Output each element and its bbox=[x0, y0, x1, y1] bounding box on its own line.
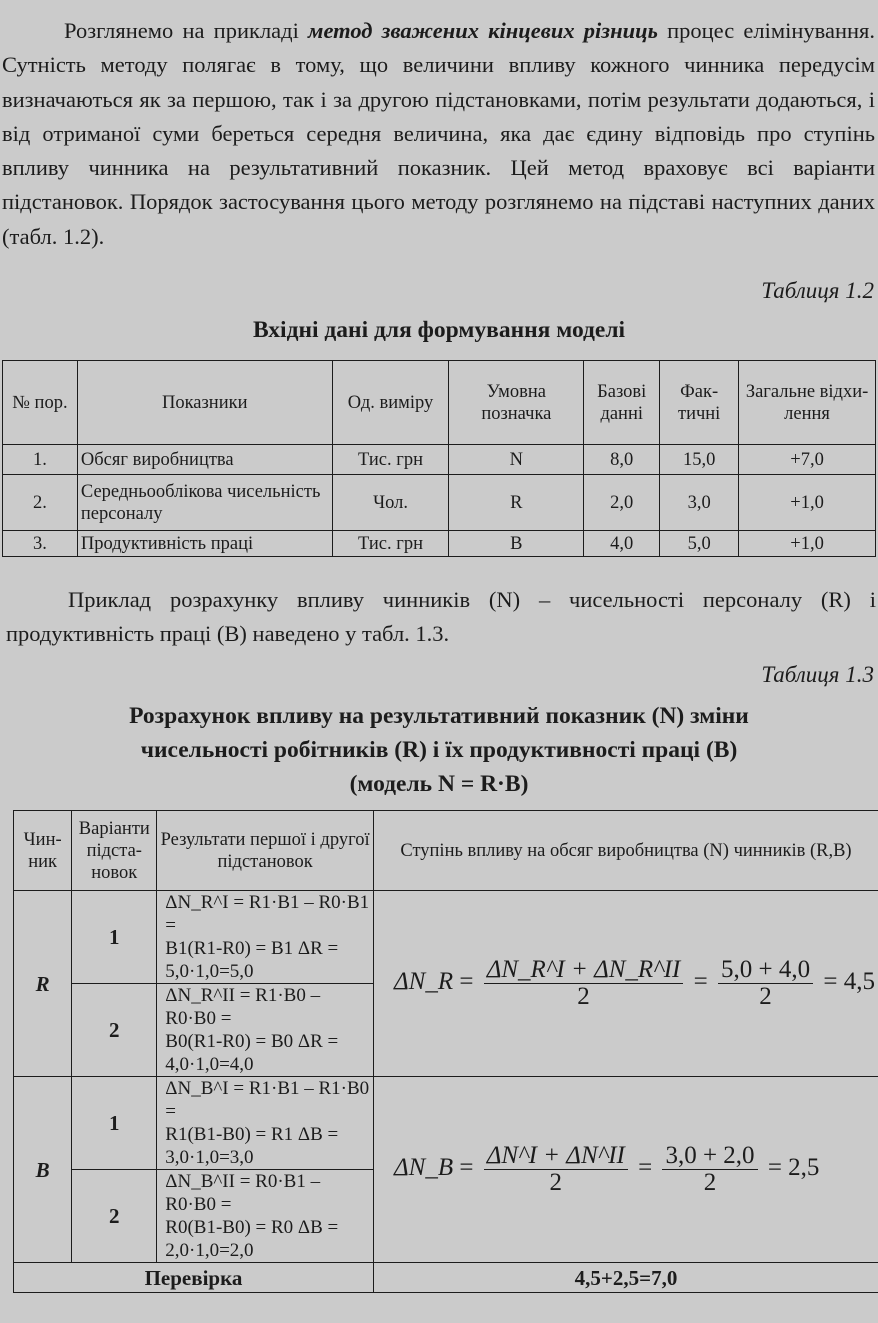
check-row bbox=[14, 1263, 878, 1293]
header-cell: Фак-тичні bbox=[660, 361, 739, 445]
header-cell: Умовна позначка bbox=[449, 361, 584, 445]
table2-header-row bbox=[14, 811, 878, 891]
variant-number: 2 bbox=[72, 1170, 157, 1263]
cell: B bbox=[449, 531, 584, 557]
check-value: 4,5+2,5=7,0 bbox=[373, 1263, 878, 1293]
cell: +1,0 bbox=[739, 531, 876, 557]
cell: 3,0 bbox=[660, 475, 739, 531]
table-row bbox=[14, 891, 878, 984]
table-row bbox=[3, 475, 876, 531]
header-cell: Загальне відхи-лення bbox=[739, 361, 876, 445]
header-cell: Результати першої і другої підстановок bbox=[157, 811, 374, 891]
b-influence-formula: ΔN_B = $\frac{\Delta N\^{}I + \Delta N\^{}II}{2}$ = $\frac{3,0 + 2,0}{2}$ = 2,5 bbox=[373, 1077, 878, 1263]
table2-title-line: чисельності робітників (R) і їх продуктивності праці (В) bbox=[140, 737, 738, 763]
header-cell: Ступінь впливу на обсяг виробництва (N) чинників (R,B) bbox=[373, 811, 878, 891]
table1-title: Вхідні дані для формування моделі bbox=[252, 317, 626, 343]
cell: Чол. bbox=[332, 475, 449, 531]
cell: 4,0 bbox=[584, 531, 660, 557]
substitution-result: ΔN_R^I = R1·B1 – R0·B1 = B1(R1-R0) = B1 ΔR = 5,0·1,0=5,0 bbox=[157, 891, 374, 984]
cell: 15,0 bbox=[660, 445, 739, 475]
variant-number: 2 bbox=[72, 984, 157, 1077]
input-data-table bbox=[2, 360, 876, 557]
table2-title-line: Розрахунок впливу на результативний показник (N) зміни bbox=[129, 703, 749, 729]
cell: +1,0 bbox=[739, 475, 876, 531]
variant-number: 1 bbox=[72, 891, 157, 984]
r-influence-formula: ΔN_R = $\frac{\Delta N\_R\^{}I + \Delta N\_R\^{}II}{2}$ = $\frac{5,0 + 4,0}{2}$ = 4,5 bbox=[373, 891, 878, 1077]
cell: Продуктивність праці bbox=[77, 531, 332, 557]
variant-number: 1 bbox=[72, 1077, 157, 1170]
cell: N bbox=[449, 445, 584, 475]
factor-b: B bbox=[14, 1077, 72, 1263]
cell: 3. bbox=[3, 531, 78, 557]
cell: R bbox=[449, 475, 584, 531]
substitution-result: ΔN_R^II = R1·B0 – R0·B0 = B0(R1-R0) = B0 ΔR = 4,0·1,0=4,0 bbox=[157, 984, 374, 1077]
substitution-result: ΔN_B^I = R1·B1 – R1·B0 = R1(B1-B0) = R1 ΔB = 3,0·1,0=3,0 bbox=[157, 1077, 374, 1170]
cell: Тис. грн bbox=[332, 445, 449, 475]
cell: +7,0 bbox=[739, 445, 876, 475]
table2-caption: Таблиця 1.3 bbox=[761, 662, 874, 687]
table-row bbox=[3, 445, 876, 475]
cell: 1. bbox=[3, 445, 78, 475]
factor-influence-table bbox=[13, 810, 878, 1293]
cell: 5,0 bbox=[660, 531, 739, 557]
method-name: метод зважених кінцевих різниць bbox=[308, 18, 658, 43]
table-row bbox=[14, 1077, 878, 1170]
header-cell: Показники bbox=[77, 361, 332, 445]
factor-r: R bbox=[14, 891, 72, 1077]
cell: 2,0 bbox=[584, 475, 660, 531]
cell: 2. bbox=[3, 475, 78, 531]
header-cell: Чин-ник bbox=[14, 811, 72, 891]
table1-header-row bbox=[3, 361, 876, 445]
header-cell: Од. виміру bbox=[332, 361, 449, 445]
header-cell: Варіанти підста-новок bbox=[72, 811, 157, 891]
cell: Середньооблікова чисельність персоналу bbox=[77, 475, 332, 531]
table-row bbox=[3, 531, 876, 557]
cell: Обсяг виробництва bbox=[77, 445, 332, 475]
table1-caption: Таблиця 1.2 bbox=[761, 278, 874, 303]
intro-paragraph: Розглянемо на прикладі метод зважених кінцевих різниць процес елімінування. Сутність методу полягає в тому, що величини впливу кожного чинника передусім визначаються як за першою, так і за другою підстановками, потім результати додаються, і від отриманої суми береться середня величина, яка дає єдину відповідь про ступінь впливу чинника на результативний показник. Цей метод враховує всі варіанти підстановок. Порядок застосування цього методу розглянемо на підставі наступних даних (табл. 1.2). bbox=[2, 18, 876, 249]
cell: Тис. грн bbox=[332, 531, 449, 557]
cell: 8,0 bbox=[584, 445, 660, 475]
example-paragraph: Приклад розрахунку впливу чинників (N) – чисельності персоналу (R) і продуктивність праці (В) наведено у табл. 1.3. bbox=[6, 587, 876, 647]
header-cell: № пор. bbox=[3, 361, 78, 445]
header-cell: Базові данні bbox=[584, 361, 660, 445]
substitution-result: ΔN_B^II = R0·B1 – R0·B0 = R0(B1-B0) = R0 ΔB = 2,0·1,0=2,0 bbox=[157, 1170, 374, 1263]
check-label: Перевірка bbox=[14, 1263, 374, 1293]
table2-title-line: (модель N = R·B) bbox=[349, 771, 529, 797]
